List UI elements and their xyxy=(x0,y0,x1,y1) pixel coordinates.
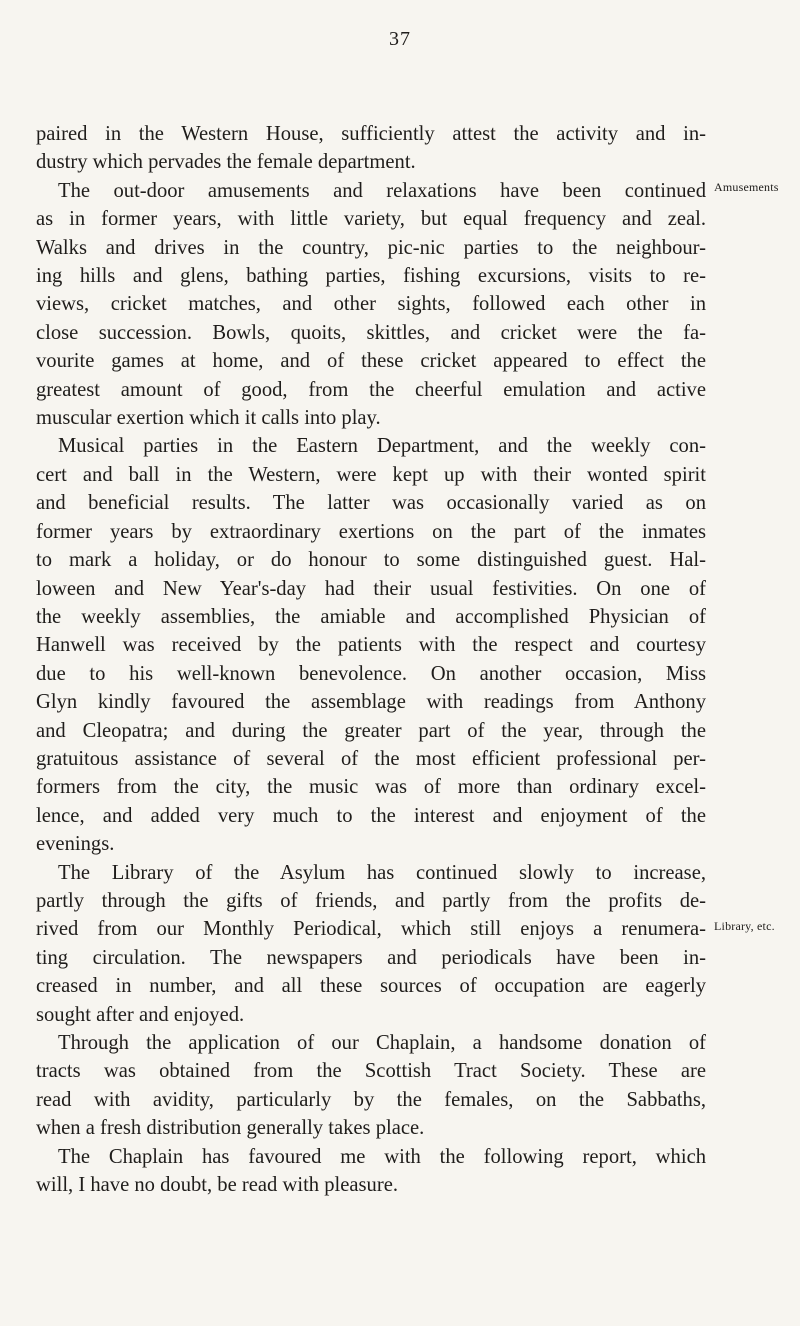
text-line: sought after and enjoyed. xyxy=(36,1003,245,1026)
text-line: read with avidity, particularly by the females, on the Sabbaths, xyxy=(36,1088,706,1111)
text-line: when a fresh distribution generally takes place. xyxy=(36,1117,425,1140)
text-line: gratuitous assistance of several of the most efficient professional per- xyxy=(36,747,706,770)
text-line: the weekly assemblies, the amiable and accomplished Physician of xyxy=(36,605,706,628)
body-text xyxy=(36,120,706,1199)
text-line: loween and New Year's-day had their usual festivities. On one of xyxy=(36,577,706,600)
text-line: Glyn kindly favoured the assemblage with readings from Anthony xyxy=(36,691,706,714)
page-number: 37 xyxy=(389,28,411,50)
text-line: Hanwell was received by the patients with the respect and courtesy xyxy=(36,634,706,657)
margin-note-library: Library, etc. xyxy=(714,919,775,933)
text-line: former years by extraordinary exertions on the part of the inmates xyxy=(36,520,706,543)
text-line: formers from the city, the music was of more than ordinary excel- xyxy=(36,776,706,799)
text-line: views, cricket matches, and other sights, followed each other in xyxy=(36,293,706,316)
text-line: vourite games at home, and of these cricket appeared to effect the xyxy=(36,350,706,373)
text-line: close succession. Bowls, quoits, skittles, and cricket were the fa- xyxy=(36,321,706,344)
text-line: greatest amount of good, from the cheerful emulation and active xyxy=(36,378,706,401)
text-line: and Cleopatra; and during the greater part of the year, through the xyxy=(36,719,706,742)
text-line: The Library of the Asylum has continued slowly to increase, xyxy=(58,861,706,884)
text-line: creased in number, and all these sources of occupation are eagerly xyxy=(36,975,706,998)
text-line: Musical parties in the Eastern Department, and the weekly con- xyxy=(58,435,706,458)
text-line: and beneficial results. The latter was occasionally varied as on xyxy=(36,492,706,515)
text-line: partly through the gifts of friends, and partly from the profits de- xyxy=(36,889,706,912)
text-line: as in former years, with little variety, but equal frequency and zeal. xyxy=(36,208,706,231)
text-line: paired in the Western House, sufficiently attest the activity and in- xyxy=(36,123,706,145)
text-line: ting circulation. The newspapers and periodicals have been in- xyxy=(36,946,706,969)
text-line: rived from our Monthly Periodical, which still enjoys a renumera- xyxy=(36,918,706,941)
text-line: will, I have no doubt, be read with pleasure. xyxy=(36,1174,398,1197)
text-line: lence, and added very much to the interest and enjoyment of the xyxy=(36,804,706,827)
text-line: muscular exertion which it calls into play. xyxy=(36,407,381,430)
text-line: Walks and drives in the country, pic-nic parties to the neighbour- xyxy=(36,236,706,259)
text-line: due to his well-known benevolence. On another occasion, Miss xyxy=(36,662,706,685)
text-line: The out-door amusements and relaxations have been continued xyxy=(58,179,706,202)
text-line: ing hills and glens, bathing parties, fishing excursions, visits to re- xyxy=(36,265,706,288)
text-line: Through the application of our Chaplain, a handsome donation of xyxy=(58,1032,706,1054)
margin-note-amusements: Amusements xyxy=(714,180,779,194)
text-line: evenings. xyxy=(36,833,115,856)
text-line: to mark a holiday, or do honour to some distinguished guest. Hal- xyxy=(36,549,706,572)
text-line: The Chaplain has favoured me with the following report, which xyxy=(58,1145,706,1168)
text-line: dustry which pervades the female department. xyxy=(36,151,416,174)
text-line: cert and ball in the Western, were kept up with their wonted spirit xyxy=(36,463,706,486)
text-line: tracts was obtained from the Scottish Tract Society. These are xyxy=(36,1060,706,1083)
